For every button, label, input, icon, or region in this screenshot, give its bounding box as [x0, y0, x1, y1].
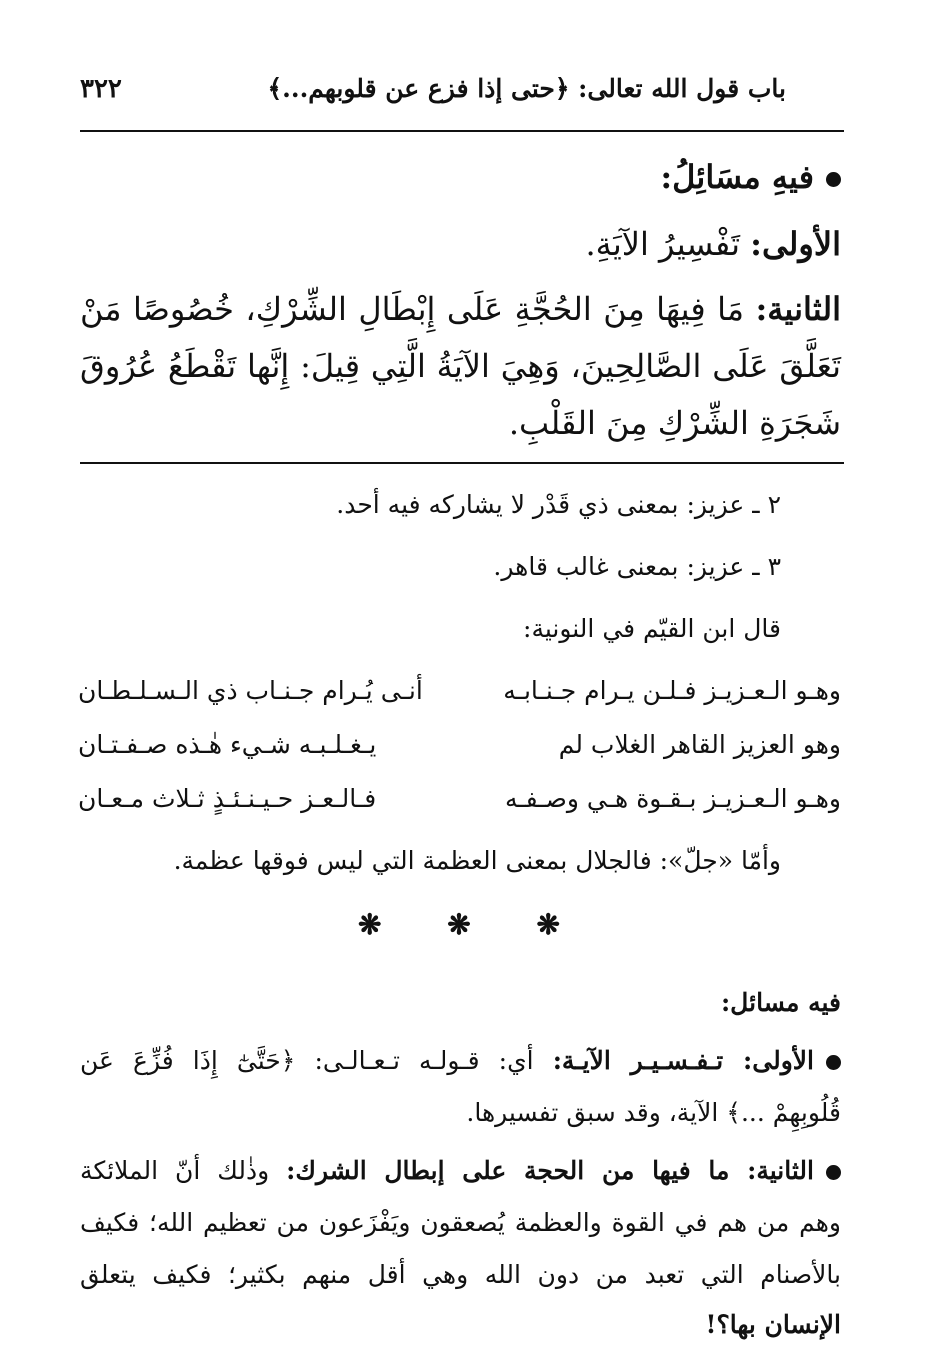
verse-2-left: يـغـلـبـه شـيء هٰـذه صـفـتـان — [78, 730, 377, 759]
header-rule — [80, 130, 844, 132]
verse-3-left: فـالـعـز حـيـنـئـذٍ ثـلاث مـعـان — [78, 784, 377, 813]
first-issue-text: تَفْسِيرُ الآيَةِ. — [585, 225, 740, 263]
commentary-item-3: ٣ ـ عزيز: بمعنى غالب قاهر. — [493, 552, 781, 581]
second-issue-line3: شَجَرَةِ الشِّرْكِ مِنَ القَلْبِ. — [508, 404, 841, 442]
verse-3-right: وهـو الـعـزيـز بـقـوة هـي وصـفـه — [504, 784, 841, 813]
section-separator: ❋ ❋ ❋ — [358, 908, 588, 941]
footnote-rule — [80, 462, 844, 464]
second-issue-label: الثانية: — [755, 290, 842, 328]
nuniya-intro: قال ابن القيّم في النونية: — [523, 614, 781, 643]
masail-heading: فيهِ مسَائِلُ: — [660, 158, 841, 196]
commentary-second-line4: الإنسان بها؟! — [705, 1310, 841, 1339]
second-issue-line1 — [80, 290, 841, 328]
first-issue — [586, 225, 842, 263]
bullet-icon — [826, 172, 841, 187]
page-number: ٣٢٢ — [80, 74, 122, 104]
commentary-first-line2: قُلُوبِهِمْ ...﴾ الآية، وقد سبق تفسيرها. — [466, 1098, 841, 1127]
verse-1-right: وهـو الـعـزيـز فـلـن يـرام جـنـابـه — [503, 676, 841, 705]
verse-1-left: أنـى يُـرام جـنـاب ذي الـسـلـطـان — [78, 676, 423, 705]
bullet-icon — [826, 1055, 841, 1070]
verse-2-right: وهو العزيز القاهر الغلاب لم — [558, 730, 841, 759]
commentary-second-line3: بالأصنام التي تعبد من دون الله وهي أقل منهم بكثير؛ فكيف يتعلق — [80, 1260, 841, 1289]
commentary-masail-heading: فيه مسائل: — [720, 988, 841, 1017]
second-issue-text: مَا فِيهَا مِنَ الحُجَّةِ عَلَى إِبْطَالِ الشِّرْكِ، خُصُوصًا مَنْ — [80, 290, 744, 328]
commentary-second-line1: الثانية: ما فيها من الحجة على إبطال الشرك: وذٰلك أنّ الملائكة — [80, 1156, 841, 1185]
commentary-second-line2: وهم من هم في القوة والعظمة يُصعقون ويَفْزَعون من تعظيم الله؛ فكيف — [80, 1208, 841, 1237]
commentary-first-line1: الأولى: تـفـسـيـر الآيـة: أي: قـولـه تـعـالـى: ﴿حَتَّىٰٓ إِذَا فُزِّعَ عَن — [80, 1046, 841, 1075]
commentary-item-2: ٢ ـ عزيز: بمعنى ذي قَدْر لا يشاركه فيه أحد. — [336, 490, 781, 519]
running-title: باب قول الله تعالى: ﴿حتى إذا فزع عن قلوبهم...﴾ — [267, 74, 786, 103]
first-issue-label: الأولى: — [750, 225, 841, 263]
second-issue-line2: تَعَلَّقَ عَلَى الصَّالِحِينَ، وَهِيَ الآيَةُ الَّتِي قِيلَ: إِنَّها تَقْطَعُ عُرُوقَ — [80, 347, 841, 385]
jall-definition: وأمّا «جلّ»: فالجلال بمعنى العظمة التي ليس فوقها عظمة. — [173, 846, 781, 875]
bullet-icon — [826, 1165, 841, 1180]
